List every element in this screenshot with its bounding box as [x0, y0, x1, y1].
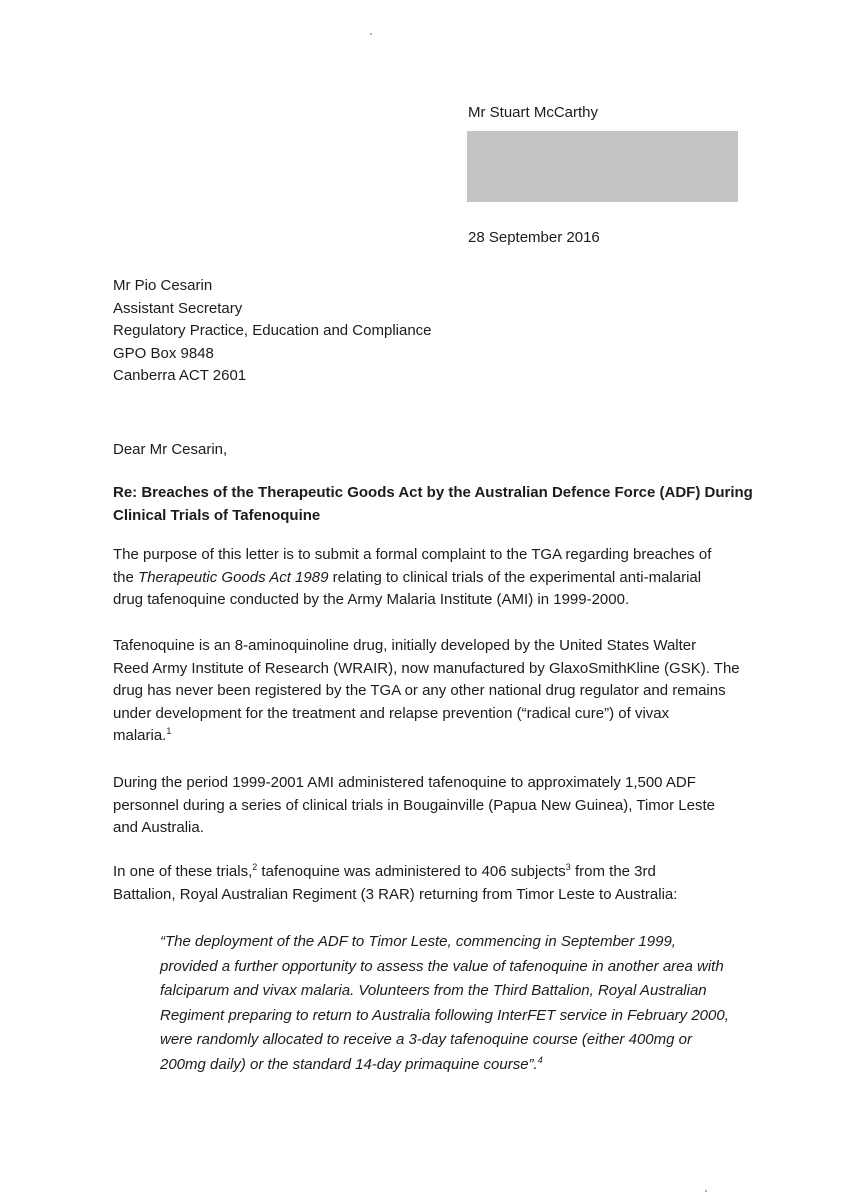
paragraph-line: [113, 725, 763, 748]
text-span: In one of these trials,: [113, 863, 253, 880]
paragraph-line: [113, 567, 763, 590]
paragraph-line: and Australia.: [113, 819, 204, 836]
quote-line: provided a further opportunity to assess the value of tafenoquine in another area with: [160, 957, 724, 975]
block-quote: [160, 930, 780, 1077]
quote-line: [160, 1053, 780, 1078]
recipient-line: Mr Pio Cesarin: [113, 277, 213, 294]
paragraph-line: [113, 861, 763, 884]
quote-line: Regiment preparing to return to Australia following InterFET service in February 2000,: [160, 1006, 729, 1024]
text-span: the: [113, 568, 139, 586]
footnote-marker: 4: [537, 1054, 543, 1065]
text-span: malaria.: [113, 727, 167, 744]
paragraph-line: drug has never been registered by the TGA or any other national drug regulator and remains: [113, 682, 726, 699]
text-span: from the 3rd: [570, 863, 656, 880]
paragraph-line: drug tafenoquine conducted by the Army Malaria Institute (AMI) in 1999-2000.: [113, 591, 630, 608]
scan-speck: [705, 1190, 707, 1192]
recipient-line: GPO Box 9848: [113, 344, 214, 362]
paragraph-purpose: [113, 544, 763, 612]
paragraph-line: During the period 1999-2001 AMI administered tafenoquine to approximately 1,500 ADF: [113, 774, 696, 791]
sender-name: Mr Stuart McCarthy: [468, 104, 599, 121]
paragraph-line: personnel during a series of clinical trials in Bougainville (Papua New Guinea), Timor Leste: [113, 796, 715, 814]
quote-line: were randomly allocated to receive a 3-day tafenoquine course (either 400mg or: [160, 1031, 692, 1048]
subject-line: Re: Breaches of the Therapeutic Goods Act by the Australian Defence Force (ADF) During: [113, 484, 753, 501]
recipient-line: Assistant Secretary: [113, 299, 243, 317]
subject-heading: [113, 481, 753, 527]
redacted-address-block: [467, 131, 738, 202]
footnote-marker: 2: [252, 862, 258, 872]
letter-date: 28 September 2016: [468, 229, 600, 246]
quote-line: “The deployment of the ADF to Timor Leste, commencing in September 1999,: [160, 933, 676, 950]
paragraph-tafenoquine: [113, 635, 763, 748]
text-span: relating to clinical trials of the experimental anti-malarial: [328, 568, 702, 586]
paragraph-line: Battalion, Royal Australian Regiment (3 RAR) returning from Timor Leste to Australia:: [113, 885, 678, 903]
text-span: tafenoquine was administered to 406 subjects: [257, 863, 566, 880]
salutation: Dear Mr Cesarin,: [113, 441, 228, 458]
paragraph-line: Tafenoquine is an 8-aminoquinoline drug, initially developed by the United States Walter: [113, 637, 697, 654]
paragraph-line: Reed Army Institute of Research (WRAIR), now manufactured by GlaxoSmithKline (GSK). The: [113, 659, 740, 677]
paragraph-line: The purpose of this letter is to submit a formal complaint to the TGA regarding breaches of: [113, 546, 712, 563]
quote-line: falciparum and vivax malaria. Volunteers from the Third Battalion, Royal Australian: [160, 982, 707, 999]
act-title: Therapeutic Goods Act 1989: [138, 568, 329, 586]
paragraph-line: under development for the treatment and relapse prevention (“radical cure”) of vivax: [113, 704, 670, 722]
recipient-address: [113, 275, 432, 388]
footnote-marker: 3: [565, 862, 571, 872]
recipient-line: Canberra ACT 2601: [113, 367, 247, 384]
text-span: 200mg daily) or the standard 14-day primaquine course”.: [160, 1055, 538, 1073]
footnote-marker: 1: [166, 726, 172, 736]
paragraph-trial-period: [113, 772, 763, 840]
subject-line: Clinical Trials of Tafenoquine: [113, 507, 321, 524]
recipient-line: Regulatory Practice, Education and Compliance: [113, 322, 432, 339]
scan-speck: [370, 33, 372, 35]
paragraph-trial-detail: [113, 861, 763, 906]
